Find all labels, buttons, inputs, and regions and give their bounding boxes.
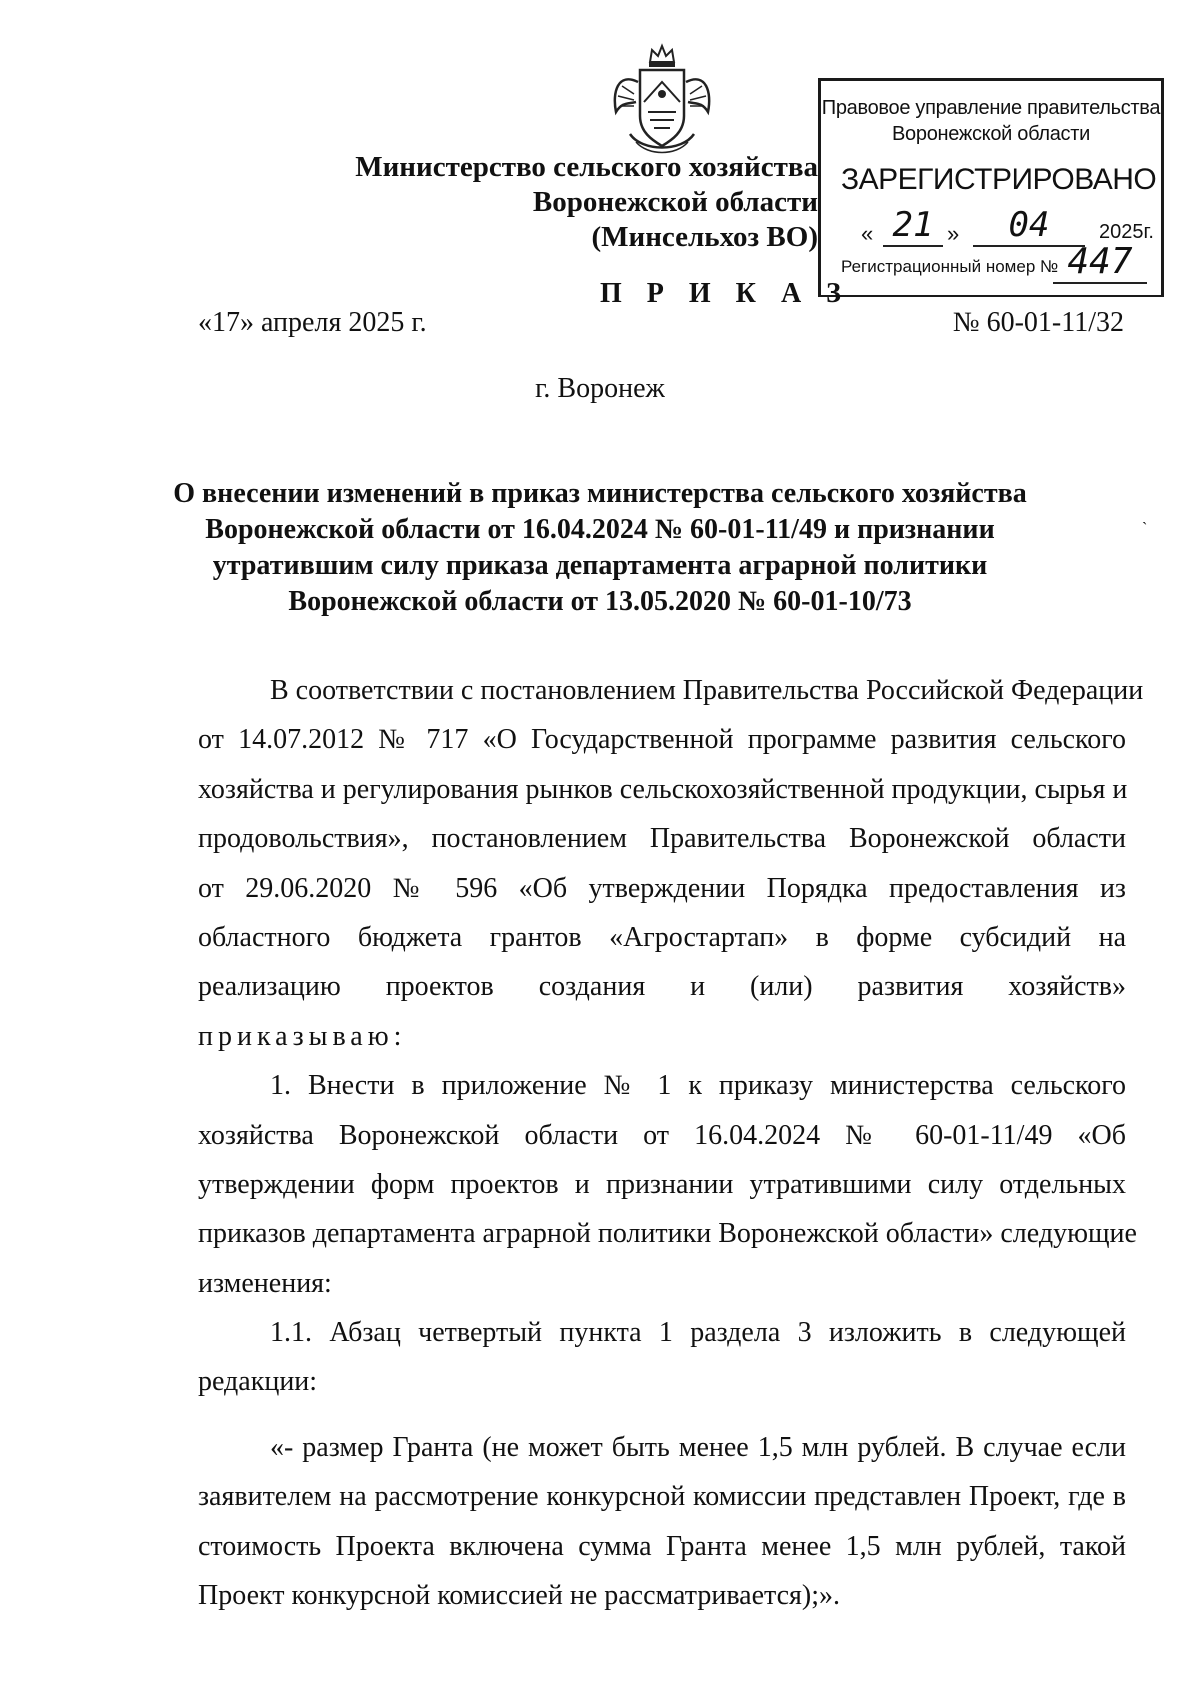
stamp-open-quote: « bbox=[861, 221, 874, 246]
quote-line: Проект конкурсной комиссией не рассматривается);». bbox=[198, 1580, 841, 1612]
registration-stamp bbox=[818, 78, 1164, 297]
title-line: утратившим силу приказа департамента аграрной политики bbox=[212, 550, 988, 581]
stray-mark: ` bbox=[1142, 520, 1148, 537]
preamble-line: продовольствия», постановлением Правительства Воронежской области bbox=[198, 823, 1126, 855]
title-line: Воронежской области от 16.04.2024 № 60-01-11/49 и признании bbox=[205, 514, 995, 545]
stamp-month: 04 bbox=[973, 205, 1085, 247]
title-line: О внесении изменений в приказ министерства сельского хозяйства bbox=[173, 478, 1027, 509]
stamp-org-line: Воронежской области bbox=[892, 123, 1090, 145]
item1-1-line: 1.1. Абзац четвертый пункта 1 раздела 3 изложить в следующей bbox=[270, 1317, 1126, 1349]
quote-line: заявителем на рассмотрение конкурсной комиссии представлен Проект, где в bbox=[198, 1481, 1126, 1513]
stamp-org-line: Правовое управление правительства bbox=[821, 97, 1161, 119]
coat-of-arms-emblem bbox=[608, 42, 716, 160]
stamp-status: ЗАРЕГИСТРИРОВАНО bbox=[841, 163, 1157, 196]
document-title bbox=[160, 476, 1040, 620]
order-number: № 60-01-11/32 bbox=[952, 307, 1124, 338]
item1-1-line: редакции: bbox=[198, 1366, 318, 1398]
stamp-reg-label: Регистрационный номер № bbox=[841, 257, 1059, 276]
order-type-heading: П Р И К А З bbox=[600, 278, 850, 309]
preamble-line: В соответствии с постановлением Правительства Российской Федерации bbox=[270, 675, 1144, 706]
paragraph-gap bbox=[198, 1407, 1126, 1423]
stamp-organization bbox=[821, 95, 1161, 147]
item1-line: приказов департамента аграрной политики Воронежской области» следующие bbox=[198, 1218, 1137, 1250]
preamble-line: от 29.06.2020 № 596 «Об утверждении Порядка предоставления из bbox=[198, 872, 1126, 904]
ministry-region-line: Воронежской области bbox=[532, 186, 818, 218]
preamble-line: реализацию проектов создания и (или) развития хозяйств» bbox=[198, 971, 1126, 1003]
preamble-line: от 14.07.2012 № 717 «О Государственной программе развития сельского bbox=[198, 724, 1126, 756]
order-city: г. Воронеж bbox=[535, 373, 665, 404]
stamp-close-quote: » bbox=[947, 221, 960, 246]
item1-line: утверждении форм проектов и признании утратившими силу отдельных bbox=[198, 1168, 1126, 1200]
stamp-year: 2025г. bbox=[1099, 221, 1154, 243]
stamp-reg-number: 447 bbox=[1053, 241, 1147, 284]
item1-line: хозяйства Воронежской области от 16.04.2024 № 60-01-11/49 «Об bbox=[198, 1119, 1126, 1151]
decree-word: приказываю: bbox=[198, 1020, 407, 1052]
title-line: Воронежской области от 13.05.2020 № 60-01-10/73 bbox=[288, 586, 912, 617]
ministry-short-name: (Минсельхоз ВО) bbox=[591, 221, 818, 253]
preamble-line: хозяйства и регулирования рынков сельскохозяйственной продукции, сырья и bbox=[198, 773, 1128, 805]
ministry-name-line: Министерство сельского хозяйства bbox=[355, 151, 818, 183]
ministry-header bbox=[330, 150, 818, 255]
order-date: «17» апреля 2025 г. bbox=[198, 307, 427, 338]
preamble-line: областного бюджета грантов «Агростартап» в форме субсидий на bbox=[198, 921, 1126, 953]
quote-line: стоимость Проекта включена сумма Гранта менее 1,5 млн рублей, такой bbox=[198, 1530, 1126, 1562]
item1-line: изменения: bbox=[198, 1267, 332, 1299]
stamp-day: 21 bbox=[883, 205, 943, 247]
quote-line: «- размер Гранта (не может быть менее 1,5 млн рублей. В случае если bbox=[270, 1431, 1126, 1463]
item1-line: 1. Внести в приложение № 1 к приказу министерства сельского bbox=[270, 1070, 1126, 1102]
document-body bbox=[198, 666, 1144, 1620]
